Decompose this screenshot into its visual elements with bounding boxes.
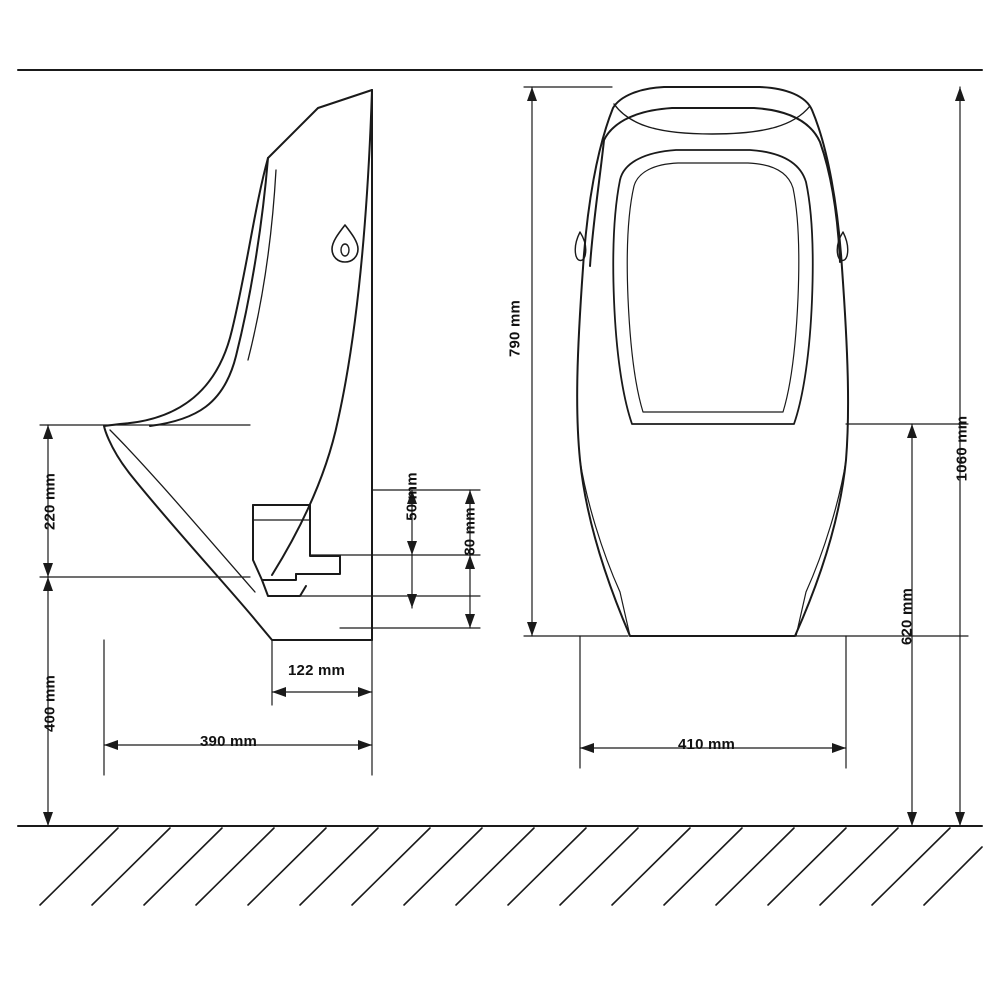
dim-label-400: 400 mm <box>41 674 59 733</box>
dim-label-50: 50 mm <box>403 472 421 521</box>
dim-label-1060: 1060 mm <box>953 415 971 482</box>
dim-label-620: 620 mm <box>898 587 916 646</box>
dim-label-790: 790 mm <box>506 299 524 358</box>
floor-hatching <box>40 828 982 905</box>
dim-label-80: 80 mm <box>461 507 479 556</box>
front-view-outline <box>575 87 848 636</box>
dim-label-390: 390 mm <box>200 733 258 750</box>
dim-label-220: 220 mm <box>41 472 59 531</box>
side-view-outline <box>104 90 372 640</box>
dimension-lines <box>40 87 968 826</box>
dim-label-410: 410 mm <box>678 736 736 753</box>
dim-label-122: 122 mm <box>288 662 346 679</box>
